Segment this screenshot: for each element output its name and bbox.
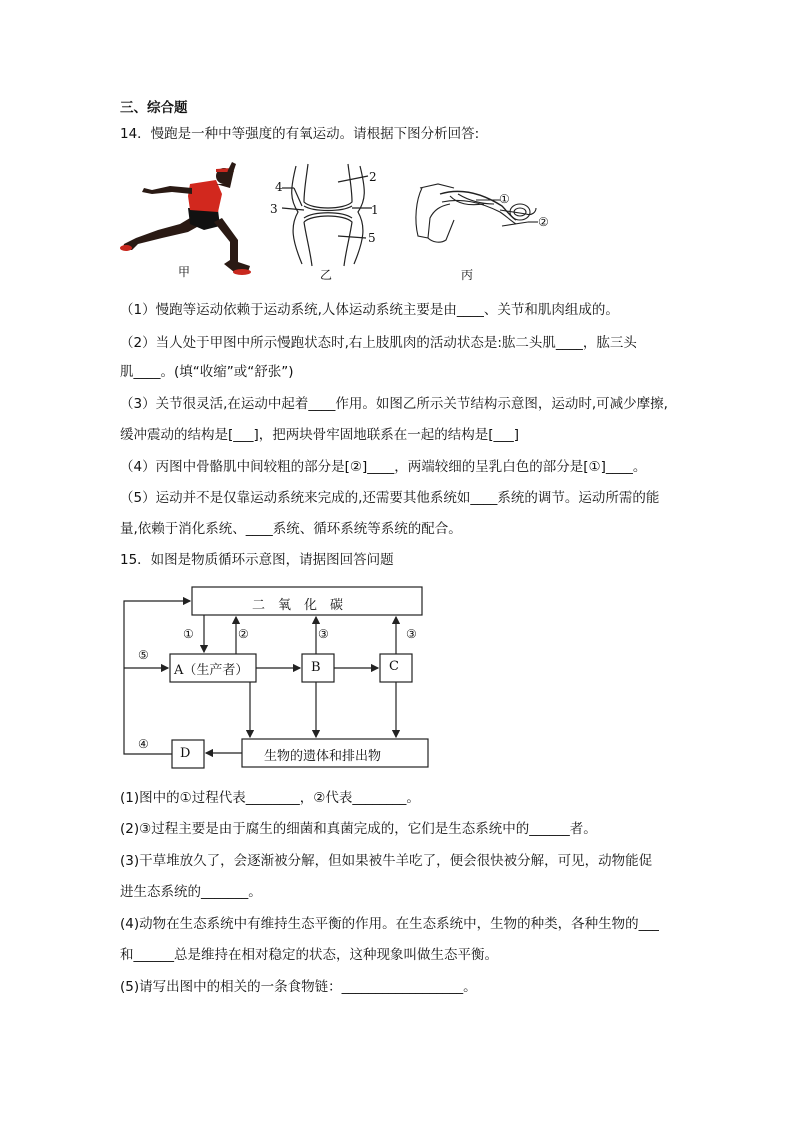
q14-line-2: （2）当人处于甲图中所示慢跑状态时,右上肢肌肉的活动状态是:肱二头肌____，肱三头 — [120, 335, 637, 351]
caption-bing: 丙 — [461, 268, 474, 282]
q15-line-6: 和______总是维持在相对稳定的状态，这种现象叫做生态平衡。 — [120, 947, 498, 963]
q15-line-2: (2)③过程主要是由于腐生的细菌和真菌完成的，它们是生态系统中的______者。 — [120, 821, 597, 837]
label-yi-3: 3 — [270, 202, 278, 216]
q14-line-5: 缓冲震动的结构是[___]，把两块骨牢固地联系在一起的结构是[___] — [120, 427, 520, 443]
q14-line-4: （3）关节很灵活,在运动中起着____作用。如图乙所示关节结构示意图，运动时,可减少摩擦, — [120, 396, 668, 412]
consumer-b-label: B — [311, 660, 321, 675]
process-5-label: ⑤ — [138, 648, 149, 662]
section-title: 三、综合题 — [120, 100, 188, 116]
caption-jia: 甲 — [178, 265, 191, 279]
label-yi-2: 2 — [369, 170, 377, 184]
label-yi-1: 1 — [371, 203, 379, 217]
process-3-label-c: ③ — [406, 627, 417, 641]
label-bing-1: ① — [499, 192, 510, 206]
runner-illustration — [120, 162, 251, 275]
consumer-c-label: C — [389, 659, 399, 674]
remains-label: 生物的遗体和排出物 — [264, 749, 382, 764]
q15-line-1: (1)图中的①过程代表________，②代表________。 — [120, 790, 420, 806]
decomposer-d-label: D — [180, 746, 191, 761]
label-bing-2: ② — [538, 215, 549, 229]
figure-jia-runner — [118, 160, 258, 280]
process-4-label: ④ — [138, 737, 149, 751]
label-yi-5: 5 — [368, 231, 376, 245]
question-14-stem: 14．慢跑是一种中等强度的有氧运动。请根据下图分析回答: — [120, 126, 480, 142]
process-2-label: ② — [238, 627, 249, 641]
process-3-label-b: ③ — [318, 627, 329, 641]
q15-line-4: 进生态系统的_______。 — [120, 884, 262, 900]
q15-line-5: (4)动物在生态系统中有维持生态平衡的作用。在生态系统中，生物的种类，各种生物的___ — [120, 916, 659, 932]
q14-line-6: （4）丙图中骨骼肌中间较粗的部分是[②]____，两端较细的呈乳白色的部分是[①]____。 — [120, 459, 647, 475]
q15-line-7: (5)请写出图中的相关的一条食物链：__________________。 — [120, 979, 477, 995]
q14-line-7: （5）运动并不是仅靠运动系统来完成的,还需要其他系统如____系统的调节。运动所需的能 — [120, 490, 660, 506]
process-1-label: ① — [183, 627, 194, 641]
label-yi-4: 4 — [275, 180, 283, 194]
caption-yi: 乙 — [320, 268, 333, 282]
question-15-stem: 15．如图是物质循环示意图，请据图回答问题 — [120, 552, 394, 568]
q14-line-8: 量,依赖于消化系统、____系统、循环系统等系统的配合。 — [120, 521, 462, 537]
producer-a-label: A（生产者） — [174, 663, 249, 678]
co2-label: 二 氧 化 碳 — [252, 598, 344, 613]
q15-line-3: (3)干草堆放久了，会逐渐被分解，但如果被牛羊吃了，便会很快被分解，可见，动物能促 — [120, 853, 653, 869]
q14-line-1: （1）慢跑等运动依赖于运动系统,人体运动系统主要是由____、关节和肌肉组成的。 — [120, 302, 619, 318]
q14-line-3: 肌____。(填“收缩”或“舒张”) — [120, 364, 294, 380]
